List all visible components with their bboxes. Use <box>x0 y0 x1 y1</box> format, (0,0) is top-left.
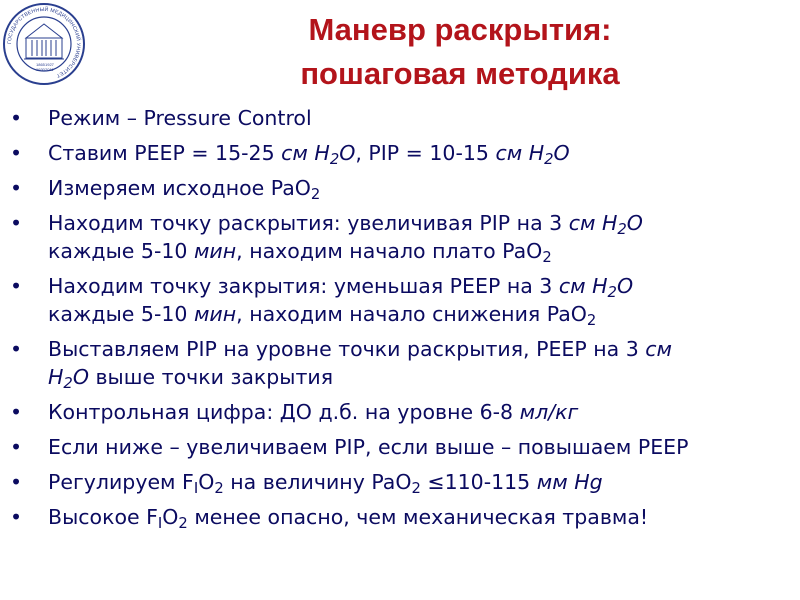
bullet-item <box>8 503 798 531</box>
bullet-line <box>48 174 798 202</box>
bullet-line <box>48 503 798 531</box>
bullet-item <box>8 139 798 167</box>
subscript: I <box>157 515 163 533</box>
subscript: 2 <box>607 284 617 302</box>
text-run: , находим начало плато PaO <box>236 239 543 263</box>
text-run: Режим – Pressure Control <box>48 106 312 130</box>
subscript: 2 <box>617 221 627 239</box>
text-run: O <box>626 211 643 235</box>
subscript: 2 <box>214 480 224 498</box>
text-run: Высокое F <box>48 505 158 529</box>
text-run: см H <box>568 211 618 235</box>
bullet-line <box>48 209 798 237</box>
text-run: каждые 5-10 <box>48 239 194 263</box>
subscript: 2 <box>310 186 321 204</box>
subscript: 2 <box>63 375 73 393</box>
text-run: мин <box>193 239 237 263</box>
text-run: Находим точку раскрытия: увеличивая PIP на 3 <box>48 211 569 235</box>
text-run: O <box>198 470 215 494</box>
bullet-dot-icon: • <box>10 211 23 235</box>
text-run: мм Hg <box>536 470 603 494</box>
bullet-line <box>48 433 798 461</box>
text-run: на величину PaO <box>223 470 412 494</box>
bullet-item <box>8 104 798 132</box>
bullet-item <box>8 468 798 496</box>
text-run: O <box>616 274 634 298</box>
seal-ring-text: ГОСУДАРСТВЕННЫЙ МЕДИЦИНСКИЙ УНИВЕРСИТЕТ <box>6 6 82 79</box>
bullet-item <box>8 335 798 391</box>
bullet-list <box>8 104 798 538</box>
text-run: менее опасно, чем механическая травма! <box>187 505 649 529</box>
bullet-line <box>48 104 798 132</box>
subscript: 2 <box>178 515 188 533</box>
bullet-line <box>48 468 798 496</box>
seal-year-4: 2011 <box>45 67 54 72</box>
slide-title <box>180 8 740 96</box>
seal-year-3: 1930 <box>36 67 45 72</box>
subscript: 2 <box>542 249 552 267</box>
text-run: каждые 5-10 <box>48 302 194 326</box>
text-run: Измеряем исходное PaO <box>48 176 311 200</box>
slide-title-line-1: Маневр раскрытия: <box>308 12 612 47</box>
text-run: см H <box>281 141 330 165</box>
seal-year-2: 1927 <box>45 62 54 67</box>
text-run: O <box>162 505 179 529</box>
bullet-dot-icon: • <box>10 470 23 494</box>
text-run: Находим точку закрытия: уменьшая PEEP на 3 <box>48 274 559 298</box>
text-run: Если ниже – увеличиваем PIP, если выше – повышаем PEEP <box>48 435 689 459</box>
bullet-line <box>48 272 798 300</box>
text-run: , находим начало снижения PaO <box>236 302 587 326</box>
text-run: Ставим PEEP = 15-25 <box>48 141 282 165</box>
text-run: см <box>645 337 673 361</box>
slide-title-line-2: пошаговая методика <box>300 56 620 91</box>
text-run: ≤110-115 <box>420 470 537 494</box>
text-run: O <box>339 141 356 165</box>
text-run: см H <box>495 141 545 165</box>
text-run: O <box>553 141 570 165</box>
text-run: мин <box>193 302 237 326</box>
seal-year-1: 1865 <box>36 62 45 67</box>
text-run: Контрольная цифра: ДО д.б. на уровне 6-8 <box>48 400 520 424</box>
bullet-dot-icon: • <box>10 176 23 200</box>
bullet-dot-icon: • <box>10 337 23 361</box>
bullet-dot-icon: • <box>10 141 23 165</box>
subscript: I <box>193 480 199 498</box>
bullet-line <box>48 237 798 265</box>
bullet-item <box>8 398 798 426</box>
bullet-item <box>8 174 798 202</box>
bullet-line <box>48 335 798 363</box>
text-run: Регулируем F <box>48 470 194 494</box>
text-run: H <box>48 365 64 389</box>
bullet-item <box>8 209 798 265</box>
text-run: мл/кг <box>519 400 579 424</box>
bullet-line <box>48 300 798 328</box>
bullet-dot-icon: • <box>10 400 23 424</box>
subscript: 2 <box>411 480 421 498</box>
text-run: выше точки закрытия <box>88 365 334 389</box>
subscript: 2 <box>586 312 597 330</box>
text-run: Выставляем PIP на уровне точки раскрытия, PEEP на 3 <box>48 337 646 361</box>
bullet-line <box>48 363 798 391</box>
subscript: 2 <box>544 151 554 169</box>
university-seal-icon <box>2 2 86 86</box>
text-run: , PIP = 10-15 <box>355 141 496 165</box>
subscript: 2 <box>329 151 340 169</box>
bullet-line <box>48 139 798 167</box>
bullet-dot-icon: • <box>10 505 23 529</box>
bullet-line <box>48 398 798 426</box>
bullet-item <box>8 272 798 328</box>
bullet-dot-icon: • <box>10 274 23 298</box>
bullet-item <box>8 433 798 461</box>
bullet-dot-icon: • <box>10 106 23 130</box>
text-run: см H <box>558 274 608 298</box>
text-run: O <box>72 365 89 389</box>
bullet-dot-icon: • <box>10 435 23 459</box>
